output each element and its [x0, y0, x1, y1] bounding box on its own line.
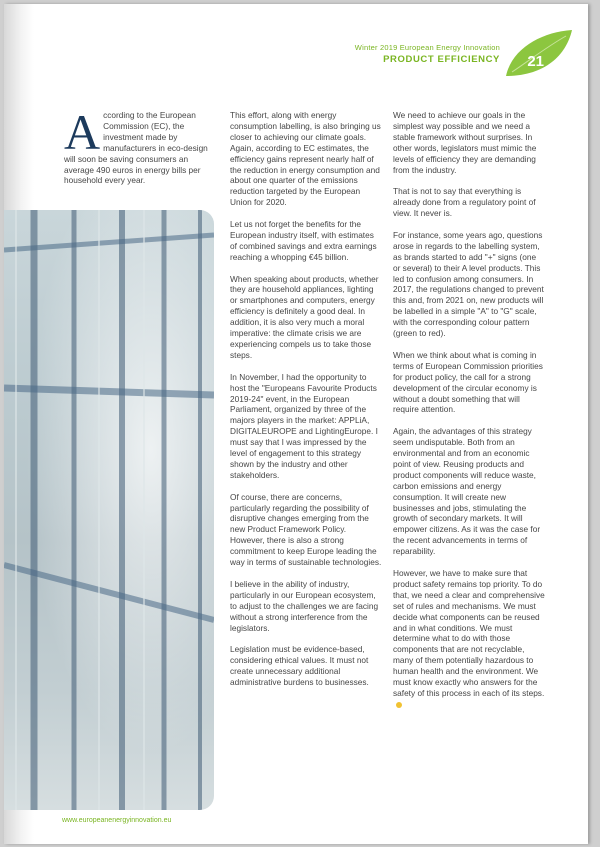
paragraph: Of course, there are concerns, particularly regarding the possibility of disruptive changes emerging from the new Product Framework Policy. However, there is also a strong commitment to keep Europe leading the way in terms of sustainable technologies. — [230, 491, 382, 568]
paragraph: We need to achieve our goals in the simplest way possible and we need a stable framework without surprises. In other words, legislators must mimic the levels of efficiency they are demanding from the industry. — [393, 110, 537, 175]
paragraph: When we think about what is coming in terms of European Commission priorities for product policy, the call for a strong development of the circular economy is without a doubt something that will require attention. — [393, 349, 543, 415]
magazine-page — [4, 4, 588, 844]
page-number: 21 — [527, 53, 544, 70]
article-column-1 — [64, 104, 217, 186]
article-column-2 — [230, 110, 382, 699]
end-of-article-dot-icon — [396, 702, 402, 708]
paragraph — [393, 568, 545, 710]
issue-kicker: Winter 2019 European Energy Innovation — [354, 43, 500, 52]
drop-cap: A — [64, 104, 101, 160]
paragraph: Legislation must be evidence-based, considering ethical values. It must not create unnecessary additional administrative burdens to businesses. — [230, 644, 369, 688]
paragraph: I believe in the ability of industry, particularly in our European ecosystem, to adjust to the challenges we are facing without a strong interference from the legislators. — [230, 578, 379, 633]
blurred-window-photo — [4, 210, 214, 810]
paragraph: Let us not forget the benefits for the European industry itself, with estimates of combined savings and extra earnings reaching a whopping €45 billion. — [230, 219, 377, 262]
paragraph: For instance, some years ago, questions arose in regards to the labelling system, as brands started to add "+" signs (one or several) to their A level products. This led to confusion among consumers. In 2017, the regulations changed to prevent this and, from 2021 on, new products will be labelled in a simple "A" to "G" scale, with the corresponding colour pattern (green to red). — [393, 229, 544, 339]
paragraph: Again, the advantages of this strategy seem undisputable. Both from an environmental and from an economic point of view. Reusing products and product components will reduce waste, carbon emissions and energy consumption. It will create new businesses and jobs, stimulating the growth of secondary markets. It will empower citizens. As it was the case for the recent advancements in terms of reparability. — [393, 426, 541, 557]
footer-website-url: www.europeanenergyinnovation.eu — [62, 817, 172, 824]
paragraph: In November, I had the opportunity to host the "Europeans Favourite Products 2019-24" event, in the European Parliament, organized by three of the majors players in the market: APPLiA, DIGITALEUROPE and LightingEurope. I must say that I was impressed by the level of engagement to this strategy shown by the industry and other stakeholders. — [230, 371, 378, 480]
paragraph: When speaking about products, whether they are household appliances, lighting or smartphones and computers, energy efficiency is definitely a good deal. In addition, it is also very much a moral imperative: the climate crisis we are experiencing compels us to take those steps. — [230, 273, 379, 360]
section-title: PRODUCT EFFICIENCY — [383, 54, 500, 65]
article-column-3 — [393, 110, 545, 721]
final-paragraph-text: However, we have to make sure that product safety remains top priority. To do that, we need a clear and comprehensive set of rules and mechanisms. We must decide what components can be reused and in what conditions. We must determine what to do with those components that are not recyclable, many of them potentially hazardous to human health and the environment. We must know exactly who answers for the safety of this process in each of its steps. — [393, 567, 545, 698]
paragraph: That is not to say that everything is already done from a regulatory point of view. It never is. — [393, 186, 536, 219]
paragraph: This effort, along with energy consumption labelling, is also bringing us closer to achieving our climate goals. Again, according to EC estimates, the efficiency gains represent nearly half of the reduction in energy consumption and about one quarter of the emissions reduction targeted by the European Union for 2020. — [230, 110, 381, 208]
article-intro: ccording to the European Commission (EC), the investment made by manufacturers in eco-design will soon be saving consumers an average 490 euros in energy bills per household every year. — [64, 110, 208, 186]
